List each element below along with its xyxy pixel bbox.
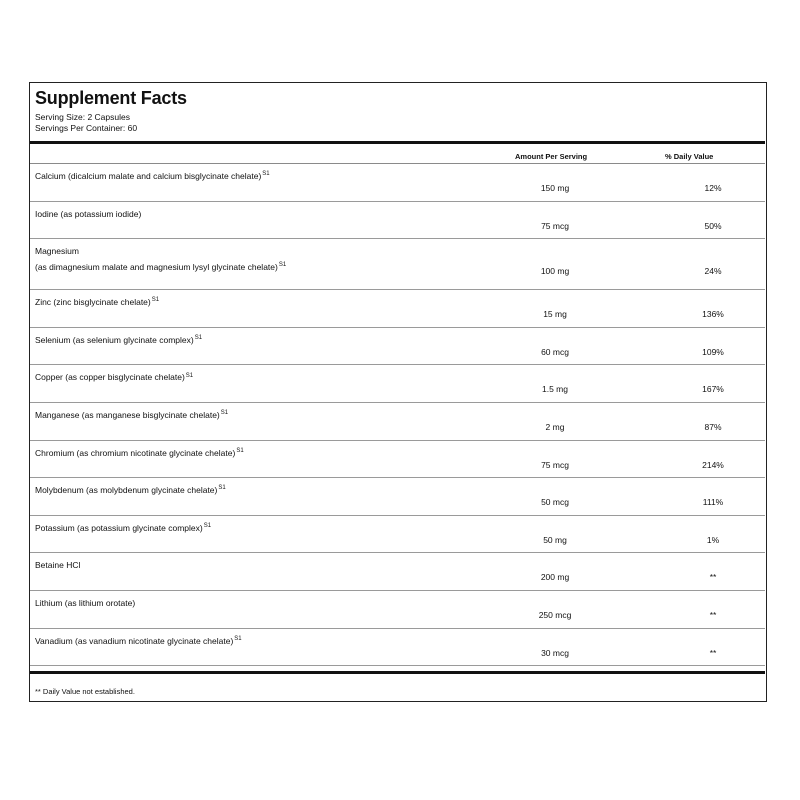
nutrient-row [30,239,765,290]
nutrient-name-text: Zinc (zinc bisglycinate chelate) [35,297,151,308]
nutrient-row [30,290,765,328]
daily-value-percent: ** [709,610,717,620]
nutrient-name [35,206,141,222]
nutrient-row [30,328,765,366]
source-footnote-mark: S1 [262,171,270,178]
amount-per-serving: 250 mcg [538,610,572,620]
amount-per-serving: 150 mg [540,183,570,193]
amount-per-serving: 200 mg [540,572,570,583]
nutrient-name-text: Molybdenum (as molybdenum glycinate chelate) [35,485,218,496]
daily-value-percent: 1% [706,534,720,545]
nutrient-name-text: Magnesium [35,246,79,257]
footnote: ** Daily Value not established. [35,687,135,696]
source-footnote-mark: S1 [218,485,226,492]
supplement-facts-panel [29,82,767,702]
amount-per-serving: 50 mcg [541,497,569,508]
nutrient-name-text: Lithium (as lithium orotate) [35,598,136,608]
daily-value-percent: ** [709,647,717,658]
source-footnote-mark: S1 [203,522,212,529]
source-footnote-mark: S1 [185,372,194,379]
nutrient-name [35,557,80,573]
source-footnote-mark: S1 [234,635,242,642]
daily-value-percent: 214% [702,459,724,470]
nutrient-name [35,633,242,649]
nutrient-name [35,168,270,184]
nutrient-name-text: Potassium (as potassium glycinate complex) [35,522,203,533]
nutrient-row [30,365,765,403]
daily-value-percent: 167% [702,384,724,395]
nutrient-name-text: Vanadium (as vanadium nicotinate glycinate chelate) [35,635,234,646]
nutrient-source-text: (as dimagnesium malate and magnesium lysyl glycinate chelate) [35,262,278,273]
daily-value-percent: 109% [702,346,724,357]
nutrient-name [35,369,193,385]
nutrient-row [30,591,765,629]
nutrient-row [30,441,765,479]
daily-value-percent: 24% [704,266,722,277]
amount-per-serving: 75 mcg [541,220,569,231]
source-footnote-mark: S1 [220,410,229,417]
nutrient-row [30,553,765,591]
nutrient-name [35,595,135,611]
nutrient-name [35,332,202,348]
amount-per-serving: 100 mg [540,266,570,277]
nutrient-name-text: Manganese (as manganese bisglycinate chelate) [35,410,220,420]
thick-divider [30,141,765,144]
nutrient-name-text: Calcium (dicalcium malate and calcium bisglycinate chelate) [35,171,262,181]
nutrient-row [30,164,765,202]
daily-value-percent: 12% [704,183,722,193]
amount-per-serving: 15 mg [543,309,567,320]
nutrient-row [30,478,765,516]
amount-per-serving: 2 mg [545,422,565,432]
nutrient-name [35,294,159,310]
nutrient-name-text: Chromium (as chromium nicotinate glycinate chelate) [35,447,236,458]
nutrient-row [30,629,765,667]
daily-value-column-header: % Daily Value [665,152,714,161]
nutrient-row [30,202,765,240]
nutrient-name-text: Copper (as copper bisglycinate chelate) [35,372,185,383]
nutrient-name [35,243,286,275]
source-footnote-mark: S1 [278,262,287,269]
amount-per-serving: 60 mcg [541,346,569,357]
nutrient-name [35,520,211,536]
daily-value-percent: 50% [704,220,722,231]
nutrient-row [30,403,765,441]
nutrient-row [30,516,765,554]
nutrient-name [35,445,244,461]
nutrient-name-text: Selenium (as selenium glycinate complex) [35,334,194,345]
source-footnote-mark: S1 [151,297,160,304]
servings-per-container: Servings Per Container: 60 [35,123,138,133]
daily-value-percent: 136% [702,309,724,320]
panel-title: Supplement Facts [35,88,187,108]
amount-per-serving: 1.5 mg [542,384,568,395]
daily-value-percent: 111% [702,497,724,508]
nutrient-name-text: Iodine (as potassium iodide) [35,208,142,219]
amount-per-serving: 30 mcg [541,647,569,658]
amount-per-serving: 75 mcg [541,459,569,470]
serving-size: Serving Size: 2 Capsules [35,112,130,122]
daily-value-percent: 87% [704,422,722,432]
amount-per-serving: 50 mg [543,534,567,545]
daily-value-percent: ** [709,572,717,583]
nutrient-name [35,407,228,423]
source-footnote-mark: S1 [236,447,244,454]
source-footnote-mark: S1 [194,334,203,341]
nutrient-name-text: Betaine HCl [35,560,81,571]
bottom-thick-divider [30,671,765,674]
nutrient-name [35,482,226,498]
amount-column-header: Amount Per Serving [515,152,588,161]
